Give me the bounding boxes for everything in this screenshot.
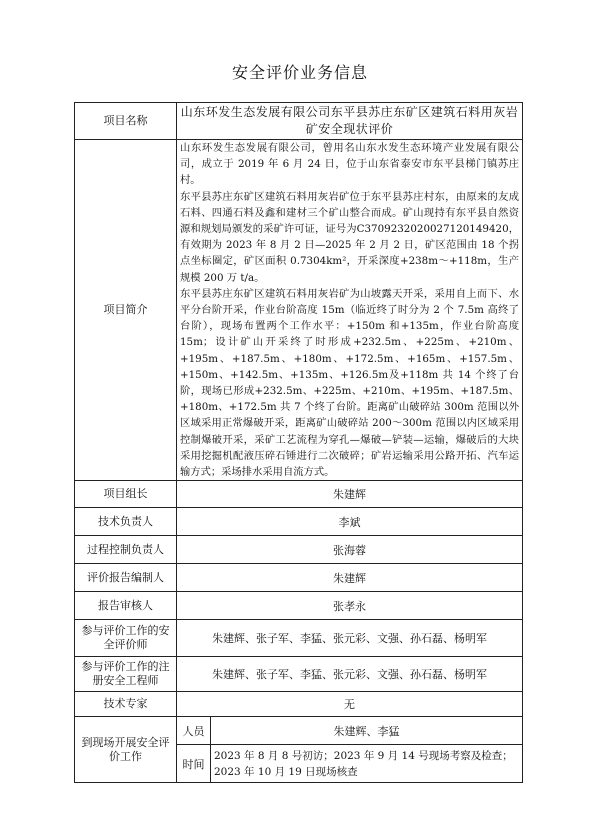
tech-expert-label: 技术专家 — [75, 692, 177, 717]
row-evaluators — [75, 620, 523, 657]
row-tech-lead — [75, 508, 523, 536]
process-lead-value: 张海蓉 — [177, 536, 523, 564]
row-project-intro — [75, 140, 523, 481]
report-writer-label: 评价报告编制人 — [75, 564, 177, 592]
process-lead-label: 过程控制负责人 — [75, 536, 177, 564]
report-reviewer-value: 张孝永 — [177, 592, 523, 620]
report-writer-value: 朱建辉 — [177, 564, 523, 592]
row-project-name — [75, 103, 523, 140]
intro-paragraph-3: 东平县苏庄东矿区建筑石料用灰岩矿为山坡露天开采，采用自上而下、水平分台阶开采，作业台阶高度 15m（临近终了时分为 2 个 7.5m 高终了台阶），现场布置两个工作水平：+150m 和+135m，作业台阶高度 15m；设计矿山开采终了时形成+232.5m、+225m、+210m、+195m、+187.5m、+180m、+172.5m、+165m、+157.5m、+150m、+142.5m、+135m、+126.5m及+118m 共 14 个终了台阶，现场已形成+232.5m、+225m、+210m、+195m、+187.5m、+180m、+172.5m 共 7 个终了台阶。距离矿山破碎站 300m 范围以外区域采用正常爆破开采，距离矿山破碎站 200～300m 范围以内区域采用控制爆破开采，采矿工艺流程为穿孔—爆破—铲装—运输，爆破后的大块采用挖掘机配液压碎石锤进行二次破碎；矿岩运输采用公路开拓、汽车运输方式；采场排水采用自流方式。 — [180, 287, 520, 479]
row-engineers — [75, 657, 523, 692]
project-intro-label: 项目简介 — [75, 140, 177, 481]
project-name-value: 山东环发生态发展有限公司东平县苏庄东矿区建筑石料用灰岩矿安全现状评价 — [177, 103, 523, 140]
info-table — [74, 102, 523, 783]
row-onsite-personnel — [75, 717, 523, 745]
onsite-personnel-value: 朱建辉、李猛 — [211, 717, 523, 745]
team-leader-label: 项目组长 — [75, 481, 177, 508]
onsite-personnel-label: 人员 — [177, 717, 211, 745]
row-tech-expert — [75, 692, 523, 717]
engineers-value: 朱建辉、张子军、李猛、张元彩、文强、孙石磊、杨明军 — [177, 657, 523, 692]
evaluators-label: 参与评价工作的安全评价师 — [75, 620, 177, 657]
tech-lead-label: 技术负责人 — [75, 508, 177, 536]
project-name-label: 项目名称 — [75, 103, 177, 140]
intro-paragraph-1: 山东环发生态发展有限公司，曾用名山东水发生态环境产业发展有限公司，成立于 2019 年 6 月 24 日，位于山东省泰安市东平县梯门镇苏庄村。 — [180, 142, 520, 187]
evaluators-value: 朱建辉、张子军、李猛、张元彩、文强、孙石磊、杨明军 — [177, 620, 523, 657]
engineers-label: 参与评价工作的注册安全工程师 — [75, 657, 177, 692]
page-title: 安全评价业务信息 — [231, 63, 368, 82]
row-report-reviewer — [75, 592, 523, 620]
onsite-time-label: 时间 — [177, 745, 211, 783]
report-reviewer-label: 报告审核人 — [75, 592, 177, 620]
row-team-leader — [75, 481, 523, 508]
team-leader-value: 朱建辉 — [177, 481, 523, 508]
project-intro-value — [177, 140, 523, 481]
row-process-lead — [75, 536, 523, 564]
tech-expert-value: 无 — [177, 692, 523, 717]
tech-lead-value: 李斌 — [177, 508, 523, 536]
intro-paragraph-2: 东平县苏庄东矿区建筑石料用灰岩矿位于东平县苏庄村东，由原来的友成石料、四通石料及鑫和建材三个矿山整合而成。矿山现持有东平县自然资源和规划局颁发的采矿许可证，证号为C3709232020027120149420，有效期为 2023 年 8 月 2 日—2025 年 2 月 2 日，矿区范围由 18 个拐点坐标圈定，矿区面积 0.7304km²，开采深度+238m～+118m，生产规模 200 万 t/a。 — [180, 190, 520, 284]
onsite-label: 到现场开展安全评价工作 — [75, 717, 177, 783]
onsite-time-value: 2023 年 8 月 8 号初访；2023 年 9 月 14 号现场考察及检查；2023 年 10 月 19 日现场核查 — [211, 745, 523, 783]
row-report-writer — [75, 564, 523, 592]
